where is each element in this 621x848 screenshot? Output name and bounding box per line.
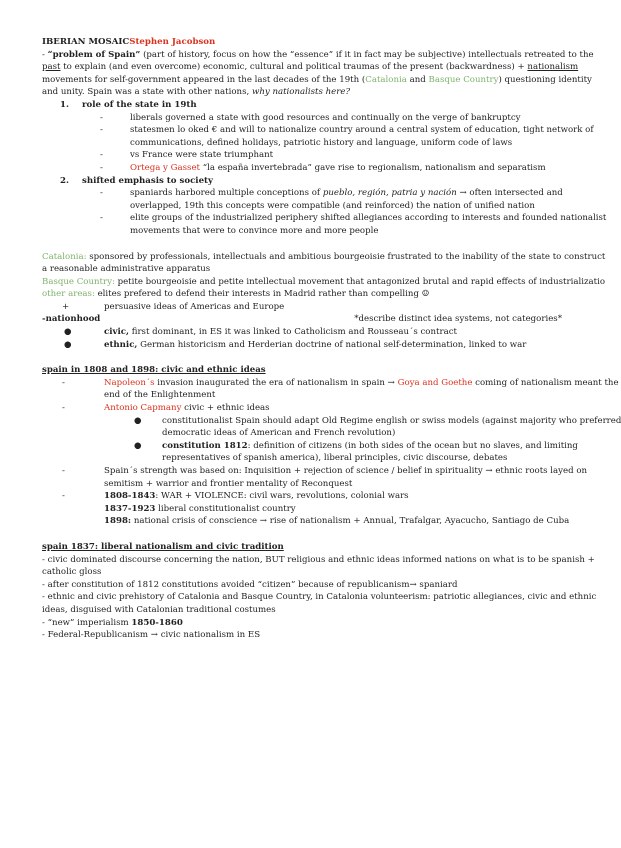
s2-item-2-cont-text: movements that were to convince more and more people — [130, 225, 379, 236]
strength-cont-text: semitism + warrior and frontier mentality of Reconquest — [104, 478, 353, 489]
s2-item-1-italic: pueblo, región, patria y nación — [322, 188, 457, 199]
bullet-mark: ● — [64, 327, 72, 338]
date-1837-item — [42, 503, 562, 516]
spain1837-line-5: - Federal-Republicanism → civic nationalism in ES — [42, 630, 261, 641]
plus-mark: + — [62, 301, 70, 312]
s1-item-1-text: liberals governed a state with good resources and continually on the verge of bankruptcy — [130, 112, 521, 123]
date-1808-item — [42, 490, 562, 503]
nationhood-heading — [42, 313, 562, 326]
dash-mark: - — [100, 162, 103, 173]
s2-item-1 — [42, 187, 562, 200]
section1-num: 1. — [60, 99, 69, 110]
date-1808-text: : WAR + VIOLENCE: civil wars, revolutions, colonial wars — [155, 491, 409, 502]
dash-mark: - — [62, 377, 65, 388]
spain1837-line-3b: ideas, disguised with Catalonian traditional costumes — [42, 604, 276, 615]
intro-text-2: to explain (and even overcome) economic, cultural and political traumas of the present (backwardness) + — [60, 62, 528, 73]
intro-text-3: movements for self-government appeared in the last decades of the 19th ( — [42, 74, 366, 85]
spain1837-line-3: - ethnic and civic prehistory of Catalonia and Basque Country, in Catalonia volunteerism: patriotic allegiances, civic and ethnic — [42, 592, 597, 603]
date-1837-text: liberal constitutionalist country — [155, 503, 296, 514]
date-1808-label: 1808-1843 — [104, 491, 156, 502]
dash-mark: - — [62, 466, 65, 476]
constitutionalist-cont-text: democratic ideas of American and French revolution) — [162, 428, 396, 439]
spain1837-line-1: - civic dominated discourse concerning the nation, BUT religious and ethnic ideas informed nations on what is to be spanish + — [42, 554, 595, 565]
intro-past: past — [42, 62, 61, 73]
dash-mark: - — [100, 112, 103, 123]
section1-heading — [42, 99, 562, 112]
dash-mark: - — [62, 491, 65, 502]
dash-mark: - — [100, 213, 103, 224]
date-1898-item — [42, 515, 570, 528]
napoleon-text-1: invasion inaugurated the era of nationalism in spain → — [154, 377, 398, 388]
imperialism-dates: 1850-1860 — [131, 617, 183, 628]
dash-mark: - — [100, 150, 103, 161]
catalonia-text: sponsored by professionals, intellectuals and ambitious bourgeoisie frustrated to the inability of the state to construct — [86, 251, 606, 262]
s2-item-1-text-b: → often intersected and — [456, 188, 563, 199]
s2-item-2 — [42, 212, 607, 225]
catalonia-line — [42, 251, 606, 264]
s1-item-4 — [42, 162, 562, 175]
basque-line — [42, 276, 606, 289]
catalonia-text-2: a reasonable administrative apparatus — [42, 264, 211, 275]
ortega-text: “la españa invertebrada” gave rise to regionalism, nationalism and separatism — [199, 162, 546, 173]
constitution1812-cont — [42, 452, 562, 465]
napoleon-item — [42, 377, 619, 390]
strength-text: Spain´s strength was based on: Inquisition + rejection of science / belief in spirituality → ethnic roots layed on — [104, 466, 588, 476]
spain1837-line-4 — [42, 617, 562, 630]
capmany-text: civic + ethnic ideas — [181, 403, 270, 414]
nationhood-label: -nationhood — [42, 314, 101, 325]
nationhood-note: *describe distinct idea systems, not categories* — [354, 314, 562, 325]
bullet-mark: ● — [134, 415, 142, 426]
napoleon-cont — [42, 389, 562, 402]
constitution1812-item — [42, 440, 578, 453]
intro-nationalism: nationalism — [527, 62, 579, 73]
catalonia-label: Catalonia: — [42, 251, 87, 262]
s1-item-3 — [42, 149, 562, 162]
ethnic-text: German historicism and Herderian doctrine of national self-determination, linked to war — [137, 339, 527, 350]
basque-label: Basque Country: — [42, 276, 115, 287]
section1-label: role of the state in 19th — [82, 99, 197, 110]
persuasive-line — [42, 301, 562, 314]
intro-catalonia: Catalonia — [365, 74, 407, 85]
s1-item-1 — [42, 112, 562, 125]
bullet-mark: ● — [134, 440, 142, 451]
dash-mark: - — [100, 125, 103, 136]
civic-item — [42, 326, 562, 339]
constitutionalist-text: constitutionalist Spain should adapt Old Regime english or swiss models (against majority who preferred — [162, 415, 621, 426]
s1-item-2 — [42, 124, 594, 137]
section2-heading — [42, 175, 562, 188]
capmany-name: Antonio Capmany — [104, 403, 182, 414]
intro-and: and — [406, 74, 429, 85]
title-author: Stephen Jacobson — [129, 37, 216, 47]
s1-item-3-text: vs France were state triumphant — [130, 150, 274, 161]
napoleon-text-3: end of the Enlightenment — [104, 390, 216, 401]
strength-cont — [42, 478, 562, 491]
intro-line-3 — [42, 74, 592, 87]
s2-item-2-cont — [42, 225, 562, 238]
s2-item-1-text-a: spaniards harbored multiple conceptions of — [130, 188, 323, 199]
intro-prefix: - — [42, 49, 48, 60]
other-areas-label: other areas: — [42, 289, 95, 300]
intro-line-1 — [42, 49, 594, 62]
spain1837-heading: spain 1837: liberal nationalism and civic tradition — [42, 541, 284, 552]
doc-title — [42, 36, 562, 49]
strength-item — [42, 465, 588, 478]
ethnic-label: ethnic, — [104, 339, 138, 350]
intro-basque: Basque Country — [428, 74, 499, 85]
s1-item-2-cont — [42, 137, 562, 150]
constitutionalist-cont — [42, 427, 562, 440]
goya-goethe: Goya and Goethe — [397, 377, 473, 388]
dash-mark: - — [62, 403, 65, 414]
constitution1812-label: constitution 1812 — [162, 440, 248, 451]
catalonia-line-2 — [42, 263, 562, 276]
spain1837-line-1b: catholic gloss — [42, 567, 102, 578]
capmany-item — [42, 402, 562, 415]
other-areas-line — [42, 288, 562, 301]
intro-text-4: ) questioning identity — [498, 74, 592, 85]
constitution1812-text: : definition of citizens (in both sides of the ocean but no slaves, and limiting — [247, 440, 578, 451]
civic-label: civic, — [104, 327, 129, 338]
s2-item-2-text: elite groups of the industrialized periphery shifted allegiances according to interests and founded nationalist — [130, 213, 607, 224]
basque-text: petite bourgeoisie and petite intellectual movement that antagonized brutal and rapid effects of industrializatio — [114, 276, 606, 287]
spain1808-heading: spain in 1808 and 1898: civic and ethnic ideas — [42, 365, 266, 376]
other-areas-text: elites prefered to defend their interests in Madrid rather than compelling ☺ — [94, 289, 430, 300]
dash-mark: - — [100, 188, 103, 199]
s2-item-1-cont — [42, 200, 562, 213]
date-1898-label: 1898: — [104, 516, 132, 527]
napoleon-name: Napoleon´s — [104, 377, 155, 388]
s1-item-2-text: statesmen lo oked € and will to nationalize country around a central system of education, tight network of — [130, 125, 594, 136]
constitution1812-cont-text: representatives of spanish america), liberal principles, civic discourse, debates — [162, 453, 508, 464]
intro-line-4 — [42, 86, 562, 99]
document-page — [42, 36, 621, 642]
intro-text-5: and unity. Spain was a state with other nations, — [42, 87, 252, 98]
spain1837-line-2: - after constitution of 1812 constitutions avoided “citizen” because of republicanism→ spaniard — [42, 579, 458, 590]
title-main: IBERIAN MOSAIC — [42, 37, 130, 47]
napoleon-text-2: coming of nationalism meant the — [472, 377, 619, 388]
bullet-mark: ● — [64, 339, 72, 350]
persuasive-text: persuasive ideas of Americas and Europe — [104, 301, 285, 312]
intro-text-1: (part of history, focus on how the “essence” if it in fact may be subjective) intellectuals retreated to the — [140, 49, 594, 60]
ethnic-item — [42, 339, 562, 352]
date-1898-text: national crisis of conscience → rise of nationalism + Annual, Trafalgar, Ayacucho, Santiago de Cuba — [131, 516, 570, 527]
intro-line-2 — [42, 61, 579, 74]
ortega-name: Ortega y Gasset — [130, 162, 200, 173]
intro-question: why nationalists here? — [251, 87, 351, 98]
date-1837-label: 1837-1923 — [104, 503, 156, 514]
s1-item-2-cont-text: communications, defined holidays, patriotic history and language, uniform code of laws — [130, 137, 513, 148]
s2-item-1-cont-text: overlapped, 19th this concepts were compatible (and reinforced) the nation of unified nation — [130, 200, 535, 211]
civic-text: first dominant, in ES it was linked to Catholicism and Rousseau´s contract — [128, 327, 457, 338]
constitutionalist-item — [42, 415, 621, 428]
intro-bold: “problem of Spain” — [47, 49, 141, 60]
section2-label: shifted emphasis to society — [82, 175, 213, 186]
section2-num: 2. — [60, 175, 69, 186]
imperialism-text: - “new” imperialism — [42, 617, 132, 628]
